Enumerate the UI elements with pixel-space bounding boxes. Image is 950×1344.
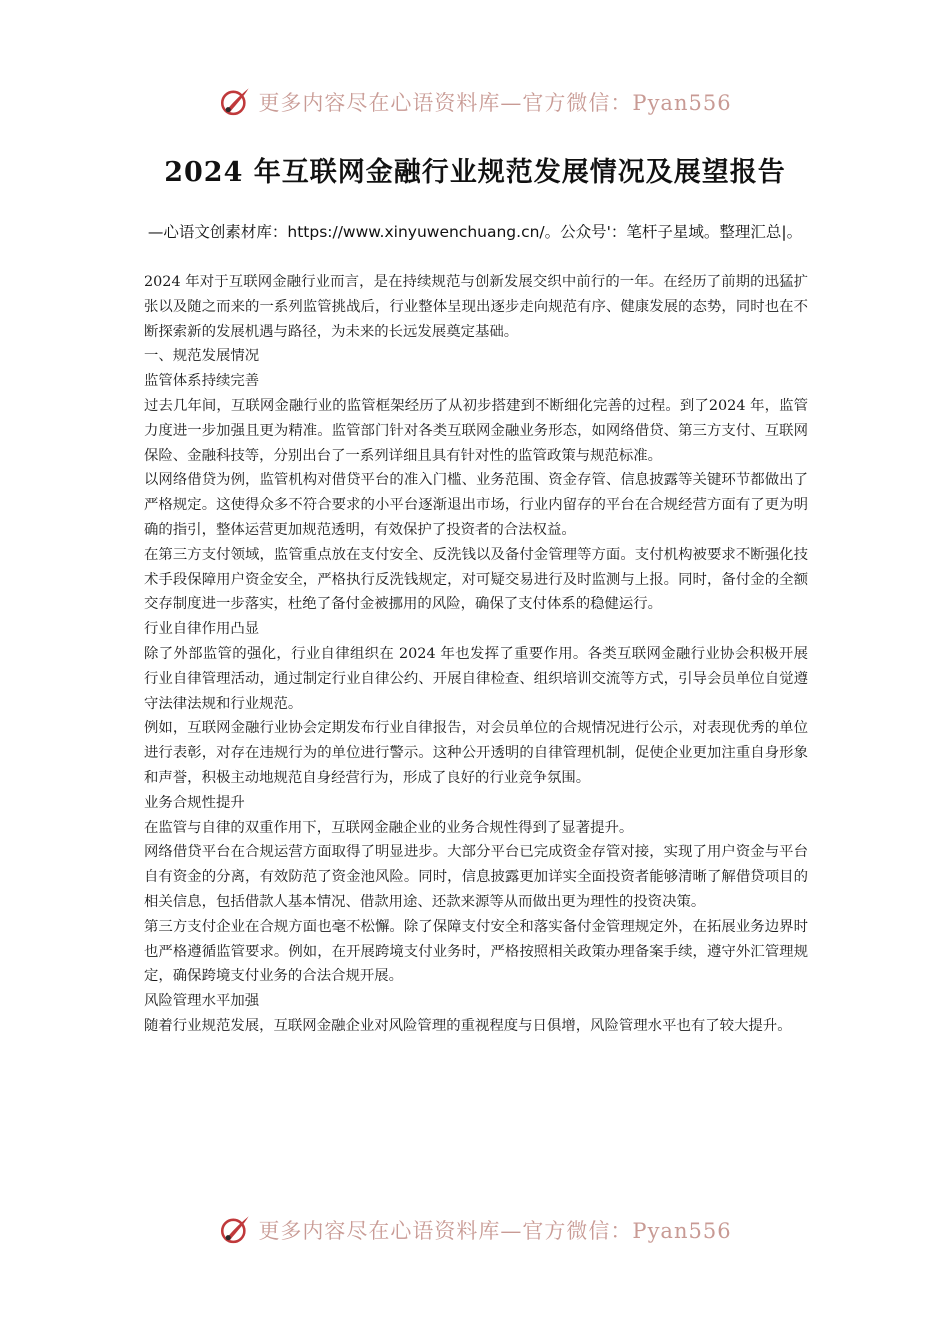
document-title: 2024 年互联网金融行业规范发展情况及展望报告 bbox=[164, 157, 786, 188]
header-watermark-banner bbox=[0, 82, 950, 122]
body-paragraph: 例如，互联网金融行业协会定期发布行业自律报告，对会员单位的合规情况进行公示，对表现优秀的单位进行表彰，对存在违规行为的单位进行警示。这种公开透明的自律管理机制，促使企业更加注重自身形象和声誉，积极主动地规范自身经营行为，形成了良好的行业竞争氛围。 bbox=[144, 720, 808, 786]
subsection-heading: 业务合规性提升 bbox=[144, 794, 245, 811]
brush-logo-icon bbox=[218, 1213, 252, 1247]
subsection-heading: 监管体系持续完善 bbox=[144, 373, 260, 390]
body-paragraph: 除了外部监管的强化，行业自律组织在 2024 年也发挥了重要作用。各类互联网金融行业协会积极开展行业自律管理活动，通过制定行业自律公约、开展自律检查、组织培训交流等方式，引导会员单位自觉遵守法律法规和行业规范。 bbox=[144, 645, 808, 712]
document-body bbox=[144, 270, 808, 1039]
body-paragraph: 网络借贷平台在合规运营方面取得了明显进步。大部分平台已完成资金存管对接，实现了用户资金与平台自有资金的分离，有效防范了资金池风险。同时，信息披露更加详实全面投资者能够清晰了解借贷项目的相关信息，包括借款人基本情况、借款用途、还款来源等从而做出更为理性的投资决策。 bbox=[144, 844, 808, 910]
section-heading: 一、规范发展情况 bbox=[144, 348, 260, 365]
body-paragraph: 以网络借贷为例，监管机构对借贷平台的准入门槛、业务范围、资金存管、信息披露等关键环节都做出了严格规定。这使得众多不符合要求的小平台逐渐退出市场，行业内留存的平台在合规经营方面有了更为明确的指引，整体运营更加规范透明，有效保护了投资者的合法权益。 bbox=[144, 472, 808, 538]
banner-text: 更多内容尽在心语资料库—官方微信：Pyan556 bbox=[258, 1219, 732, 1243]
body-paragraph: 随着行业规范发展，互联网金融企业对风险管理的重视程度与日俱增，风险管理水平也有了较大提升。 bbox=[144, 1017, 792, 1034]
body-paragraph: 在监管与自律的双重作用下，互联网金融企业的业务合规性得到了显著提升。 bbox=[144, 819, 634, 836]
body-paragraph: 过去几年间，互联网金融行业的监管框架经历了从初步搭建到不断细化完善的过程。到了2024 年，监管力度进一步加强且更为精准。监管部门针对各类互联网金融业务形态，如网络借贷、第三方支付、互联网保险、金融科技等，分别出台了一系列详细且具有针对性的监管政策与规范标准。 bbox=[144, 397, 808, 464]
subsection-heading: 行业自律作用凸显 bbox=[144, 621, 260, 638]
subsection-heading: 风险管理水平加强 bbox=[144, 993, 260, 1010]
brush-logo-icon bbox=[218, 85, 252, 119]
body-paragraph: 2024 年对于互联网金融行业而言，是在持续规范与创新发展交织中前行的一年。在经历了前期的迅猛扩张以及随之而来的一系列监管挑战后，行业整体呈现出逐步走向规范有序、健康发展的态势，同时也在不断探索新的发展机遇与路径，为未来的长远发展奠定基础。 bbox=[144, 274, 808, 340]
footer-watermark-banner bbox=[0, 1210, 950, 1250]
source-line: —心语文创素材库：https://www.xinyuwenchuang.cn/。公众号'：笔杆子星域。整理汇总|。 bbox=[147, 223, 803, 241]
banner-text: 更多内容尽在心语资料库—官方微信：Pyan556 bbox=[258, 91, 732, 115]
body-paragraph: 在第三方支付领域，监管重点放在支付安全、反洗钱以及备付金管理等方面。支付机构被要求不断强化技术手段保障用户资金安全，严格执行反洗钱规定，对可疑交易进行及时监测与上报。同时，备付金的全额交存制度进一步落实，杜绝了备付金被挪用的风险，确保了支付体系的稳健运行。 bbox=[144, 546, 808, 613]
body-paragraph: 第三方支付企业在合规方面也毫不松懈。除了保障支付安全和落实备付金管理规定外，在拓展业务边界时也严格遵循监管要求。例如，在开展跨境支付业务时，严格按照相关政策办理备案手续，遵守外汇管理规定，确保跨境支付业务的合法合规开展。 bbox=[144, 918, 808, 985]
